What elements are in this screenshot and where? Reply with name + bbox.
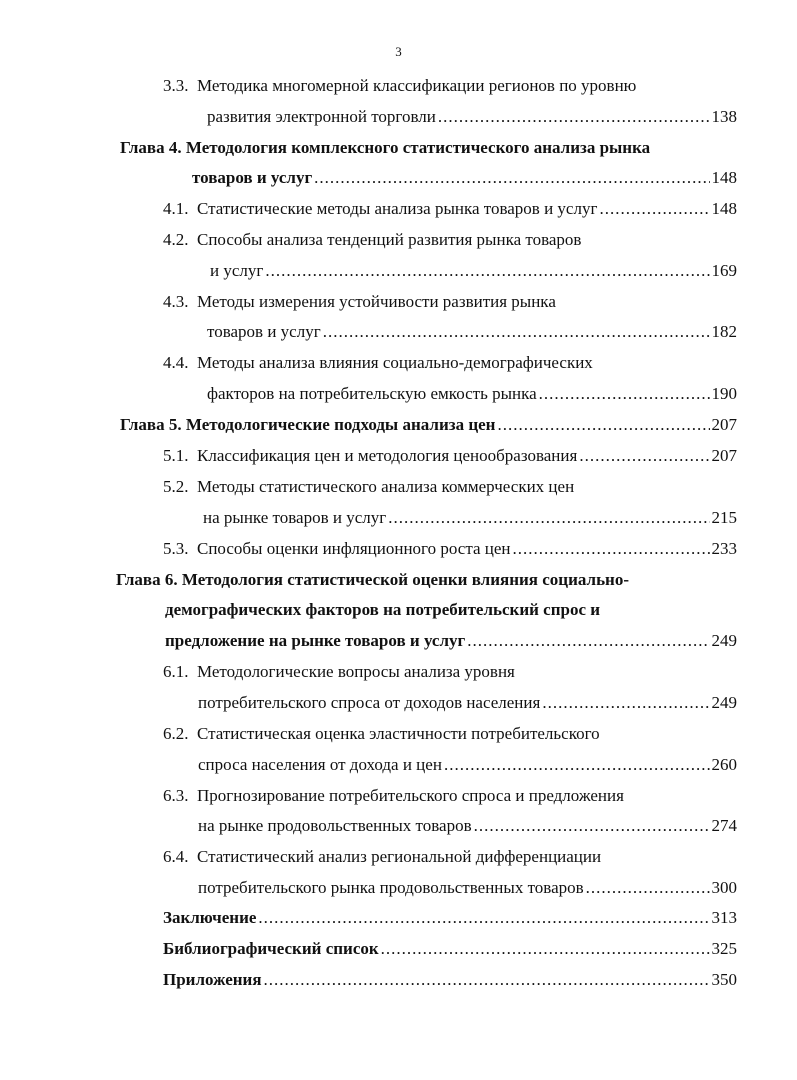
section-title: Статистический анализ региональной дифференциации bbox=[197, 847, 602, 866]
section-title-cont: товаров и услуг bbox=[207, 322, 321, 341]
final-title: Приложения bbox=[163, 970, 262, 989]
page-ref: 233 bbox=[711, 539, 737, 558]
toc-entry-3-3-line2[interactable] bbox=[207, 106, 737, 128]
toc-entry-6-1-line2[interactable] bbox=[198, 692, 737, 714]
section-number: 6.4. bbox=[163, 847, 189, 866]
toc-entry-6-1-line1 bbox=[163, 661, 743, 683]
toc-chapter-5[interactable] bbox=[120, 414, 737, 436]
section-title: Методы измерения устойчивости развития рынка bbox=[197, 292, 556, 311]
chapter-title: Глава 4. Методология комплексного статистического анализа рынка bbox=[120, 138, 651, 157]
section-title-cont: на рынке продовольственных товаров bbox=[198, 816, 472, 835]
page-ref: 207 bbox=[711, 415, 737, 434]
dot-leader bbox=[323, 321, 710, 343]
toc-entry-4-3-line1 bbox=[163, 291, 743, 313]
chapter-title-cont: демографических факторов на потребительский спрос и bbox=[165, 600, 601, 619]
toc-entry-4-2-line2[interactable] bbox=[210, 260, 737, 282]
section-number: 4.4. bbox=[163, 353, 189, 372]
section-title: Методы статистического анализа коммерческих цен bbox=[197, 477, 575, 496]
section-title-cont: спроса населения от дохода и цен bbox=[198, 755, 442, 774]
dot-leader bbox=[542, 692, 709, 714]
page-number: 3 bbox=[395, 44, 402, 59]
toc-entry-3-3-line1 bbox=[163, 75, 743, 97]
chapter-title: Глава 6. Методология статистической оценки влияния социально- bbox=[116, 570, 630, 589]
toc-entry-6-4-line1 bbox=[163, 846, 743, 868]
toc-entry-5-1[interactable] bbox=[163, 445, 737, 467]
page-ref: 350 bbox=[711, 970, 737, 989]
dot-leader bbox=[265, 260, 709, 282]
section-title: Статистическая оценка эластичности потребительского bbox=[197, 724, 600, 743]
toc-entry-6-3-line1 bbox=[163, 785, 743, 807]
section-number: 6.2. bbox=[163, 724, 189, 743]
final-title: Заключение bbox=[163, 908, 257, 927]
toc-entry-6-2-line2[interactable] bbox=[198, 754, 737, 776]
toc-entry-5-2-line1 bbox=[163, 476, 743, 498]
dot-leader bbox=[497, 414, 709, 436]
section-title: Методика многомерной классификации регионов по уровню bbox=[197, 76, 637, 95]
toc-entry-6-2-line1 bbox=[163, 723, 743, 745]
section-title-cont: на рынке товаров и услуг bbox=[203, 508, 387, 527]
section-title: Способы анализа тенденций развития рынка товаров bbox=[197, 230, 582, 249]
toc-entry-4-2-line1 bbox=[163, 229, 743, 251]
section-number: 4.1. Статистические методы анализа рынка товаров и услуг bbox=[163, 199, 598, 218]
section-number: 5.3. bbox=[163, 539, 189, 558]
section-title-cont: и услуг bbox=[210, 261, 264, 280]
chapter-title-cont: товаров и услуг bbox=[192, 168, 313, 187]
page-ref: 148 bbox=[711, 168, 737, 187]
section-title: Методологические вопросы анализа уровня bbox=[197, 662, 515, 681]
dot-leader bbox=[258, 907, 709, 929]
section-title-cont: потребительского рынка продовольственных товаров bbox=[198, 878, 584, 897]
dot-leader bbox=[438, 106, 710, 128]
section-number: 4.2. bbox=[163, 230, 189, 249]
page-ref: 325 bbox=[711, 939, 737, 958]
chapter-title: Глава 5. Методологические подходы анализа цен bbox=[120, 415, 496, 434]
dot-leader bbox=[388, 507, 709, 529]
dot-leader bbox=[513, 538, 710, 560]
section-number: 4.3. bbox=[163, 292, 189, 311]
page-ref: 249 bbox=[711, 631, 737, 650]
toc-entry-4-4-line1 bbox=[163, 352, 743, 374]
dot-leader bbox=[599, 198, 709, 220]
dot-leader bbox=[586, 877, 710, 899]
section-title-cont: потребительского спроса от доходов населения bbox=[198, 693, 541, 712]
section-title-cont: развития электронной торговли bbox=[207, 107, 436, 126]
toc-chapter-6-line2 bbox=[165, 599, 745, 621]
toc-entry-5-2-line2[interactable] bbox=[203, 507, 737, 529]
dot-leader bbox=[539, 383, 710, 405]
section-title: Прогнозирование потребительского спроса и предложения bbox=[197, 786, 624, 805]
page-ref: 300 bbox=[711, 878, 737, 897]
section-number: 3.3. bbox=[163, 76, 189, 95]
toc-entry-5-3[interactable] bbox=[163, 538, 737, 560]
section-title: Статистические методы анализа рынка товаров и услуг bbox=[197, 199, 598, 218]
toc-bibliography[interactable] bbox=[163, 938, 737, 960]
section-title-cont: факторов на потребительскую емкость рынка bbox=[207, 384, 537, 403]
page-ref: 215 bbox=[711, 508, 737, 527]
dot-leader bbox=[314, 167, 709, 189]
toc-entry-4-4-line2[interactable] bbox=[207, 383, 737, 405]
page-ref: 249 bbox=[711, 693, 737, 712]
toc-chapter-4-line2[interactable] bbox=[192, 167, 737, 189]
page-ref: 182 bbox=[711, 322, 737, 341]
chapter-title-cont: предложение на рынке товаров и услуг bbox=[165, 631, 466, 650]
section-number: 5.2. bbox=[163, 477, 189, 496]
dot-leader bbox=[264, 969, 710, 991]
toc-entry-4-3-line2[interactable] bbox=[207, 321, 737, 343]
section-number: 5.1. bbox=[163, 446, 189, 465]
section-title: Методы анализа влияния социально-демографических bbox=[197, 353, 593, 372]
dot-leader bbox=[579, 445, 709, 467]
final-title: Библиографический список bbox=[163, 939, 379, 958]
section-title: Классификация цен и методология ценообразования bbox=[197, 446, 578, 465]
dot-leader bbox=[474, 815, 710, 837]
toc-entry-6-3-line2[interactable] bbox=[198, 815, 737, 837]
page-ref: 260 bbox=[711, 755, 737, 774]
page-ref: 169 bbox=[711, 261, 737, 280]
dot-leader bbox=[444, 754, 710, 776]
toc-chapter-6-line3[interactable] bbox=[165, 630, 737, 652]
toc-entry-4-1[interactable] bbox=[163, 198, 737, 220]
section-title: Способы оценки инфляционного роста цен bbox=[197, 539, 511, 558]
toc-chapter-4-line1 bbox=[120, 137, 740, 159]
section-number: 6.3. bbox=[163, 786, 189, 805]
page-ref: 207 bbox=[711, 446, 737, 465]
page-ref: 148 bbox=[711, 199, 737, 218]
section-number: 6.1. bbox=[163, 662, 189, 681]
toc-chapter-6-line1 bbox=[116, 569, 756, 591]
page-ref: 274 bbox=[711, 816, 737, 835]
dot-leader bbox=[467, 630, 709, 652]
toc-entry-6-4-line2[interactable] bbox=[198, 877, 737, 899]
page-ref: 190 bbox=[711, 384, 737, 403]
dot-leader bbox=[381, 938, 710, 960]
page-ref: 313 bbox=[711, 908, 737, 927]
page-ref: 138 bbox=[711, 107, 737, 126]
toc-conclusion[interactable] bbox=[163, 907, 737, 929]
toc-appendices[interactable] bbox=[163, 969, 737, 991]
